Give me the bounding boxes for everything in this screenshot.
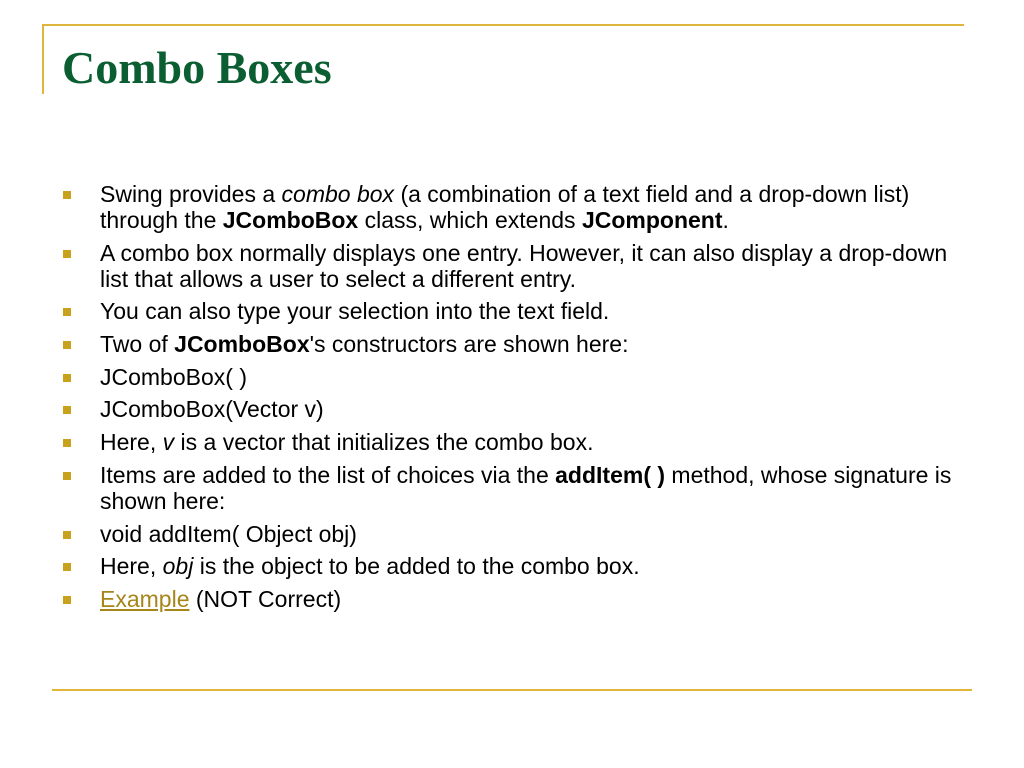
bullet-item [100, 181, 980, 233]
bullet-text: You can also type your selection into the text field. [100, 298, 610, 325]
square-bullet-icon [63, 531, 71, 539]
square-bullet-icon [63, 563, 71, 571]
bullet-item [100, 553, 980, 579]
square-bullet-icon [63, 308, 71, 316]
bullet-text: JComboBox( ) [100, 363, 247, 390]
square-bullet-icon [63, 472, 71, 480]
square-bullet-icon [63, 250, 71, 258]
bullet-list [100, 181, 980, 619]
bullet-item [100, 521, 980, 547]
square-bullet-icon [63, 596, 71, 604]
bullet-text: 's constructors are shown here: [309, 331, 629, 358]
square-bullet-icon [63, 406, 71, 414]
bullet-text: (a combination of a text field and a drop-down list) through the [100, 181, 910, 233]
bullet-text: Items are added to the list of choices via the [100, 461, 556, 488]
bullet-item [100, 396, 980, 422]
bullet-item [100, 586, 980, 612]
bullet-text: is a vector that initializes the combo box. [174, 429, 594, 456]
bullet-text: void addItem( Object obj) [100, 520, 357, 547]
example-link[interactable]: Example [100, 585, 190, 612]
square-bullet-icon [63, 191, 71, 199]
italic-text: obj [162, 553, 194, 580]
bullet-item [100, 331, 980, 357]
bullet-text: is the object to be added to the combo box. [193, 553, 640, 580]
bullet-text: class, which extends [358, 207, 582, 233]
bullet-text: method, whose signature is shown here: [100, 461, 952, 514]
bullet-text: JComboBox(Vector v) [100, 396, 324, 423]
bullet-item [100, 429, 980, 455]
bullet-text: Two of [100, 331, 175, 358]
bold-text: JComboBox [174, 331, 310, 358]
bullet-item [100, 364, 980, 390]
frame-left-rule [42, 24, 44, 94]
frame-bottom-rule [52, 689, 972, 691]
square-bullet-icon [63, 374, 71, 382]
bullet-text: Swing provides a [100, 181, 282, 207]
slide-title: Combo Boxes [62, 42, 332, 93]
bullet-item [100, 462, 980, 514]
bold-text: addItem( ) [555, 461, 666, 488]
bullet-item [100, 240, 980, 292]
bold-text: JComponent [581, 207, 723, 233]
bullet-text: (NOT Correct) [189, 585, 342, 612]
bold-text: JComboBox [222, 207, 359, 233]
bullet-text: Here, [100, 553, 163, 580]
bullet-text: A combo box normally displays one entry. However, it can also display a drop-down list that allows a user to select a different entry. [100, 239, 948, 292]
frame-top-rule [42, 24, 964, 26]
square-bullet-icon [63, 439, 71, 447]
bullet-text: . [722, 207, 729, 233]
italic-text: combo box [281, 181, 395, 207]
bullet-item [100, 298, 980, 324]
bullet-text: Here, [100, 429, 163, 456]
italic-text: v [162, 429, 175, 456]
square-bullet-icon [63, 341, 71, 349]
